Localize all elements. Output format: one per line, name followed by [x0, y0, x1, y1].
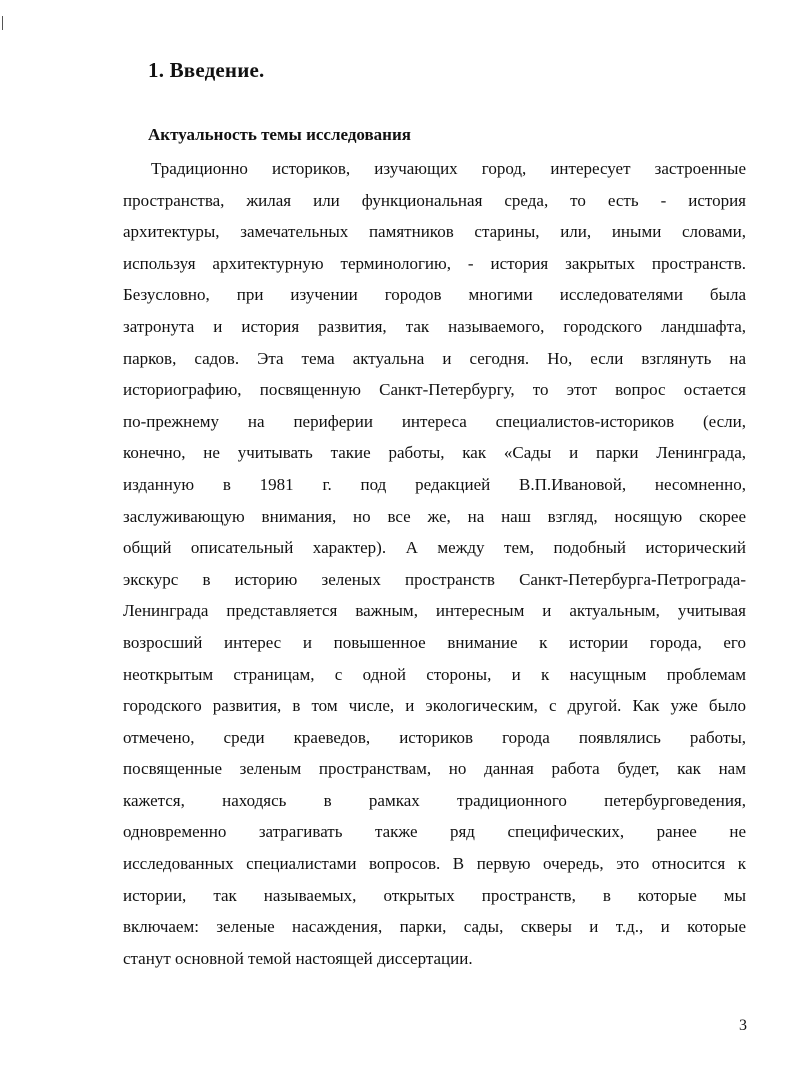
paragraph-line: возросший интерес и повышенное внимание к истории города, его	[123, 632, 746, 652]
paragraph-line: Ленинграда представляется важным, интересным и актуальным, учитывая	[123, 601, 746, 621]
paragraph-line: историографию, посвященную Санкт-Петербургу, то этот вопрос остается	[123, 380, 746, 400]
page-number: 3	[739, 1017, 747, 1034]
scan-mark	[2, 16, 3, 30]
paragraph-line: истории, так называемых, открытых пространств, в которые мы	[123, 885, 746, 905]
paragraph-line: заслуживающую внимания, но все же, на наш взгляд, носящую скорее	[123, 506, 746, 526]
paragraph-line: включаем: зеленые насаждения, парки, сады, скверы и т.д., и которые	[123, 917, 746, 937]
section-title: 1. Введение.	[148, 58, 265, 82]
paragraph-line: общий описательный характер). А между тем, подобный исторический	[123, 538, 746, 558]
paragraph-line: экскурс в историю зеленых пространств Санкт-Петербурга-Петрограда-	[123, 569, 746, 589]
paragraph-line: городского развития, в том числе, и экологическим, с другой. Как уже было	[123, 696, 746, 716]
paragraph-line: архитектуры, замечательных памятников старины, или, иными словами,	[123, 222, 746, 242]
paragraph-line: исследованных специалистами вопросов. В первую очередь, это относится к	[123, 854, 746, 874]
paragraph-line: одновременно затрагивать также ряд специфических, ранее не	[123, 822, 746, 842]
paragraph-line: отмечено, среди краеведов, историков города появлялись работы,	[123, 727, 746, 747]
paragraph-line: парков, садов. Эта тема актуальна и сегодня. Но, если взглянуть на	[123, 348, 746, 368]
paragraph-line: кажется, находясь в рамках традиционного петербурговедения,	[123, 790, 746, 810]
paragraph-line: станут основной темой настоящей диссертации.	[123, 948, 473, 968]
paragraph-line: по-прежнему на периферии интереса специалистов-историков (если,	[123, 411, 746, 431]
paragraph-line: используя архитектурную терминологию, - история закрытых пространств.	[123, 253, 746, 273]
body-paragraph	[123, 153, 746, 974]
paragraph-line: неоткрытым страницам, с одной стороны, и к насущным проблемам	[123, 664, 746, 684]
paragraph-line: посвященные зеленым пространствам, но данная работа будет, как нам	[123, 759, 746, 779]
paragraph-line: конечно, не учитывать такие работы, как «Сады и парки Ленинграда,	[123, 443, 746, 463]
paragraph-line: изданную в 1981 г. под редакцией В.П.Ивановой, несомненно,	[123, 474, 746, 494]
paragraph-line: пространства, жилая или функциональная среда, то есть - история	[123, 190, 746, 210]
paragraph-line: Безусловно, при изучении городов многими исследователями была	[123, 285, 746, 305]
paragraph-line: Традиционно историков, изучающих город, интересует застроенные	[151, 159, 746, 178]
paragraph-line: затронута и история развития, так называемого, городского ландшафта,	[123, 316, 746, 336]
subsection-title: Актуальность темы исследования	[148, 125, 411, 144]
